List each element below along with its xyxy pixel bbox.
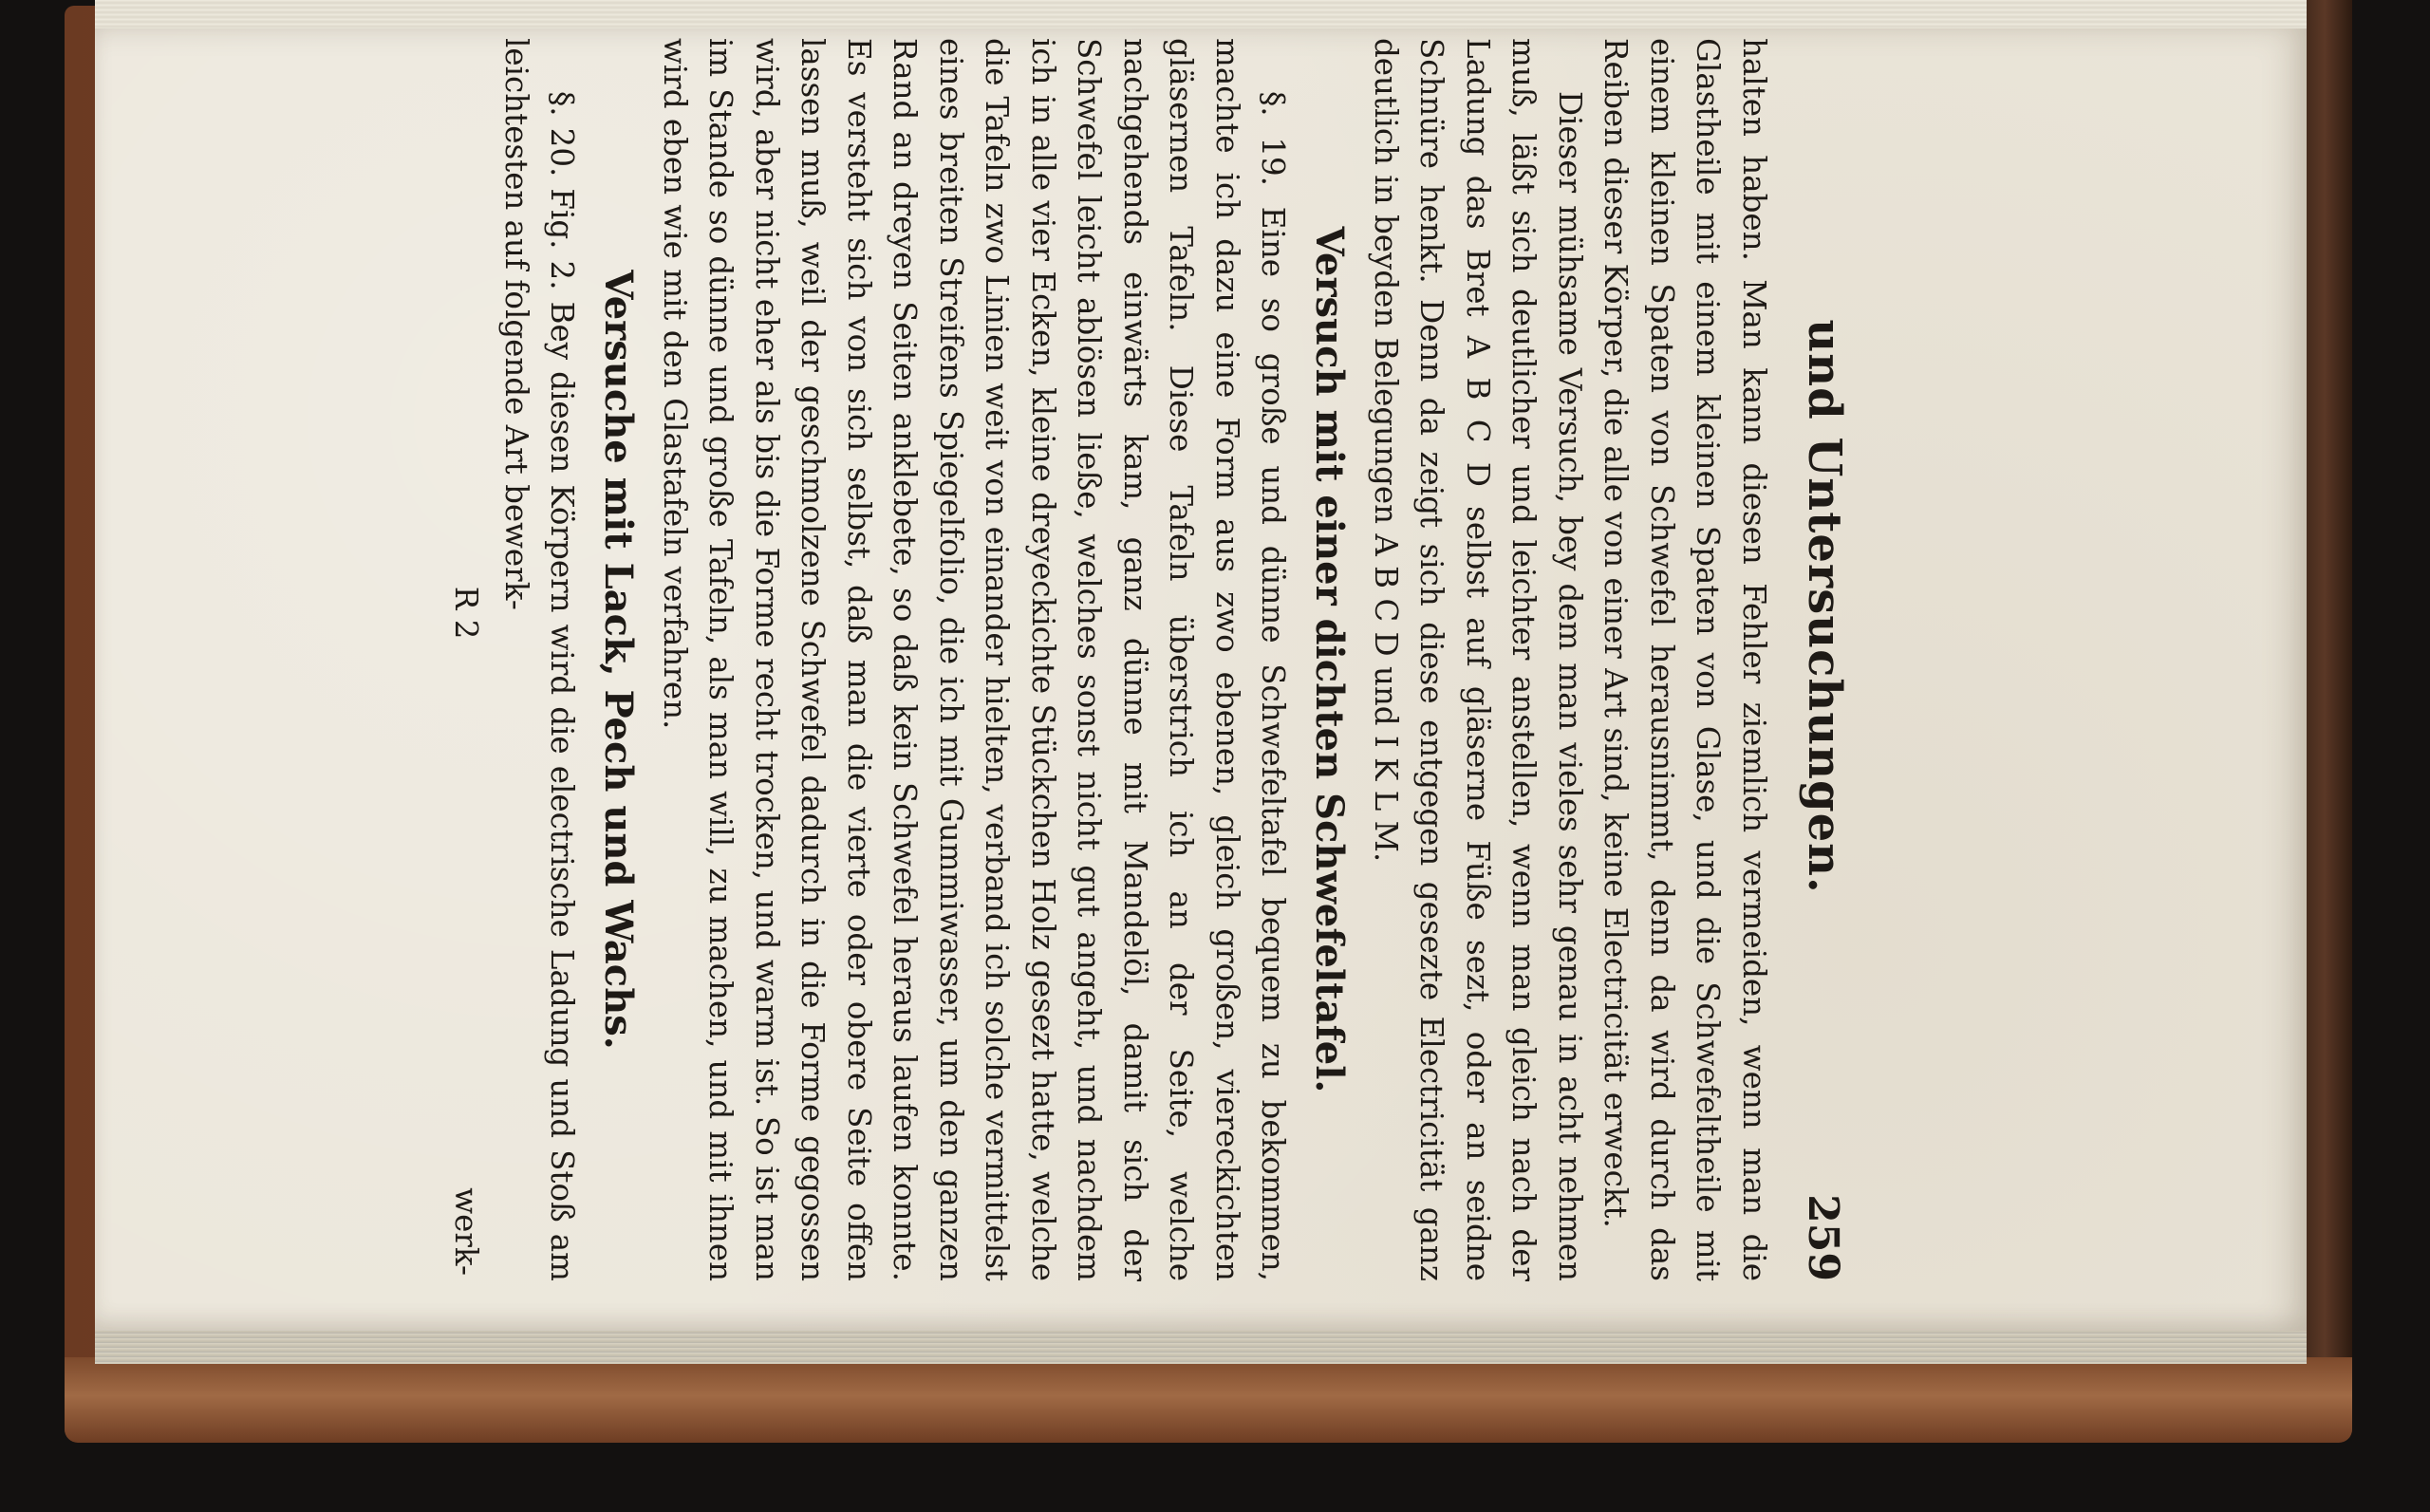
paragraph-continuation: halten haben. Man kann diesen Fehler ziemlich vermeiden, wenn man die Glastheile mit einem kleinen Spaten von Glase, und die Schwefeltheile mit einem kleinen Spaten von Schwefel herausnimmt, denn da wird durch das Reiben dieser Körper, die alle von einer Art sind, keine Electricität erweckt.	[1598, 38, 1772, 1281]
paragraph-section-20: §. 20. Fig. 2. Bey diesen Körpern wird die electrische Ladung und Stoß am leichtesten auf folgende Art bewerk-	[498, 38, 581, 1281]
page-number: 259	[1799, 1194, 1847, 1281]
running-title: und Untersuchungen.	[1798, 319, 1851, 894]
page-edges-top	[95, 0, 2307, 32]
page-text-block	[448, 38, 1851, 1281]
page-header	[1798, 38, 1851, 1281]
catchword: werk-	[448, 1187, 485, 1276]
section-heading-19: Versuch mit einer dichten Schwefeltafel.	[1307, 226, 1353, 1093]
page-footer	[446, 38, 488, 1281]
paragraph-experiment: Dieser mühsame Versuch, bey dem man vieles sehr genau in acht nehmen muß, läßt sich deutlicher und leichter anstellen, wenn man gleich nach der Ladung das Bret A B C D selbst auf gläserne Füße sezt, oder an seidne Schnüre henkt. Denn da zeigt sich diese entgegen gesezte Electricität ganz deutlich in beyden Belegungen A B C D und I K L M.	[1368, 38, 1588, 1281]
signature-mark: R 2	[448, 586, 485, 640]
paragraph-section-19: §. 19. Eine so große und dünne Schwefeltafel bequem zu bekommen, machte ich dazu eine Form aus zwo ebenen, gleich großen, viereckichten gläsernen Tafeln. Diese Tafeln überstrich ich an der Seite, welche nachgehends einwärts kam, ganz dünne mit Mandelöl, damit sich der Schwefel leicht ablösen ließe, welches sonst nicht gut angeht, und nachdem ich in alle vier Ecken, kleine dreyeckichte Stückchen Holz gesezt hatte, welche die Tafeln zwo Linien weit von einander hielten, verband ich solche vermittelst eines breiten Streifens Spiegelfolio, die ich mit Gummiwasser, um den ganzen Rand an dreyen Seiten anklebete, so daß kein Schwefel heraus laufen konnte. Es versteht sich von sich selbst, daß man die vierte oder obere Seite offen lassen muß, weil der geschmolzene Schwefel dadurch in die Forme gegossen wird, aber nicht eher als bis die Forme recht trocken, und warm ist. So ist man im Stande so dünne und große Tafeln, als man will, zu machen, und mit ihnen wird eben wie mit den Glastafeln verfahren.	[657, 38, 1292, 1281]
binding-edge	[65, 1357, 2352, 1443]
section-heading-20: Versuche mit Lack, Pech und Wachs.	[596, 270, 642, 1050]
